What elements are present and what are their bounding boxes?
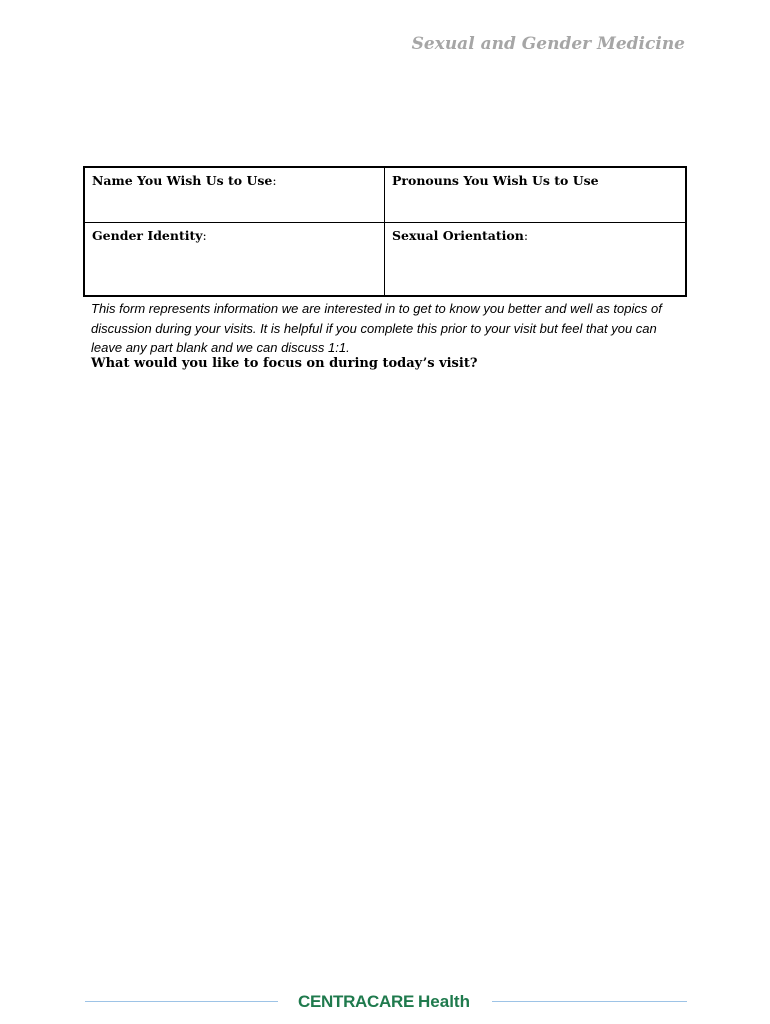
gender-identity-cell[interactable] [85, 223, 385, 295]
sexual-orientation-cell[interactable] [385, 223, 685, 295]
logo-brand-text: CENTRACARE [298, 992, 415, 1011]
focus-question: What would you like to focus on during today’s visit? [91, 356, 478, 371]
name-label: Name You Wish Us to Use [92, 173, 273, 188]
name-cell[interactable] [85, 168, 385, 223]
logo-health-text: Health [418, 992, 470, 1011]
name-label-colon: : [272, 173, 277, 188]
gender-identity-colon: : [202, 228, 207, 243]
patient-info-table [83, 166, 687, 297]
page-header-title: Sexual and Gender Medicine [411, 34, 685, 54]
gender-identity-label: Gender Identity [92, 228, 203, 243]
centracare-health-logo [298, 991, 470, 1013]
pronouns-cell[interactable] [385, 168, 685, 223]
intro-paragraph: This form represents information we are interested in to get to know you better and well as topics of discussion during your visits. It is helpful if you complete this prior to your visit but feel that you can leave any part blank and we can discuss 1:1. [91, 301, 662, 355]
footer-rule-left [85, 1001, 278, 1002]
pronouns-label: Pronouns You Wish Us to Use [392, 173, 599, 188]
sexual-orientation-label: Sexual Orientation [392, 228, 524, 243]
sexual-orientation-colon: : [523, 228, 529, 243]
footer-rule-right [492, 1001, 687, 1002]
